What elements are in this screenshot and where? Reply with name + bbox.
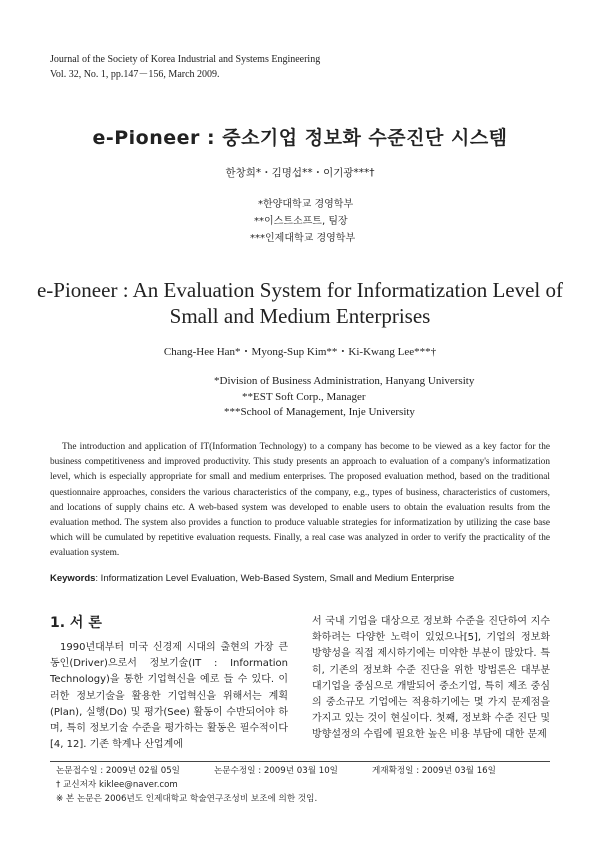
- submission-dates: [56, 764, 530, 778]
- journal-volume: Vol. 32, No. 1, pp.147－156, March 2009.: [50, 69, 220, 80]
- korean-title: e-Pioneer : 중소기업 정보화 수준진단 시스템: [92, 127, 508, 149]
- section-heading: 1. 서 론: [50, 615, 102, 631]
- korean-authors: 한창희*・김명섭**・이기광***†: [225, 167, 375, 179]
- korean-affiliations: [250, 196, 355, 247]
- keywords-text: : Informatization Level Evaluation, Web-Based System, Small and Medium Enterprise: [95, 573, 455, 584]
- english-authors: Chang-Hee Han*・Myong-Sup Kim**・Ki-Kwang Lee***†: [163, 346, 437, 358]
- funding-note: ※ 본 논문은 2006년도 인제대학교 학술연구조성비 보조에 의한 것임.: [56, 794, 318, 804]
- body-column-left: 1990년대부터 미국 신경제 시대의 출현의 가장 큰 동인(Driver)으로서 정보기술(IT : Information Technology)을 통한 기업혁신을 예로 들 수 있다. 이러한 정보기술을 활용한 기업혁신을 위해서는 계획(Plan), 실행(Do) 및 평가(See) 활동이 수반되어야 하며, 특히 정보기술 수준을 평가하는 활동은 필수적이다[4, 12]. 기존 학계나 산업계에: [50, 642, 288, 751]
- journal-citation: [50, 52, 320, 82]
- keywords: [50, 573, 454, 584]
- footnote-divider: [50, 761, 550, 762]
- accepted-date: 게재확정일 : 2009년 03월 16일: [371, 766, 496, 776]
- english-title: [0, 277, 600, 329]
- journal-name: Journal of the Society of Korea Industrial and Systems Engineering: [50, 54, 321, 65]
- english-affiliation: **EST Soft Corp., Manager: [242, 390, 366, 403]
- revised-date: 논문수정일 : 2009년 03월 10일: [213, 766, 338, 776]
- korean-affiliation: *한양대학교 경영학부: [258, 199, 354, 210]
- abstract: The introduction and application of IT(Information Technology) to a company has become to be viewed as a key factor for the business competitiveness and improved productivity. This study presents an approach to evaluation of a company's informatization level, which is especially appropriate for small and medium enterprises. The proposed evaluation method, based on the traditional questionnaire approaches, considers the various characteristics of the company, e.g., types of business, characteristics of customers, and locations of supply chains etc. A web-based system was developed to enable users to obtain the evaluation results from the evaluation method. The system also provides a function to produce valuable strategies for informatization by utilizing the case base which will be cumulated by repetitive evaluation requests. Finally, a real case was analyzed in order to verify the practicality of the evaluation system.: [50, 442, 550, 559]
- english-affiliations: [214, 374, 474, 421]
- keywords-label: Keywords: [50, 573, 96, 584]
- english-title-line: Small and Medium Enterprises: [169, 304, 431, 328]
- korean-affiliation: ***인제대학교 경영학부: [250, 233, 356, 244]
- footnotes: [56, 764, 530, 806]
- english-affiliation: *Division of Business Administration, Hanyang University: [214, 375, 475, 387]
- english-affiliation: ***School of Management, Inje University: [224, 406, 415, 418]
- english-title-line: e-Pioneer : An Evaluation System for Informatization Level of: [36, 278, 563, 302]
- corresponding-author: † 교신저자 kiklee@naver.com: [56, 780, 178, 790]
- body-column-right: 서 국내 기업을 대상으로 정보화 수준을 진단하여 지수화하려는 다양한 노력이 있었으나[5], 기업의 정보화 방향성을 직접 제시하기에는 미약한 부분이 많았다. 특히, 기존의 정보화 수준 진단을 위한 방법론은 대부분 대기업을 중심으로 개발되어 중소기업, 특히 제조 중심의 중소규모 기업에는 적용하기에는 몇 가지 문제점을 가지고 있는 것이 현실이다. 첫째, 정보화 수준 진단 및 방향설정의 수립에 필요한 높은 비용 부담에 대한 문제: [312, 616, 550, 741]
- received-date: 논문접수일 : 2009년 02월 05일: [56, 766, 180, 776]
- korean-affiliation: **이스트소프트, 팀장: [254, 216, 348, 227]
